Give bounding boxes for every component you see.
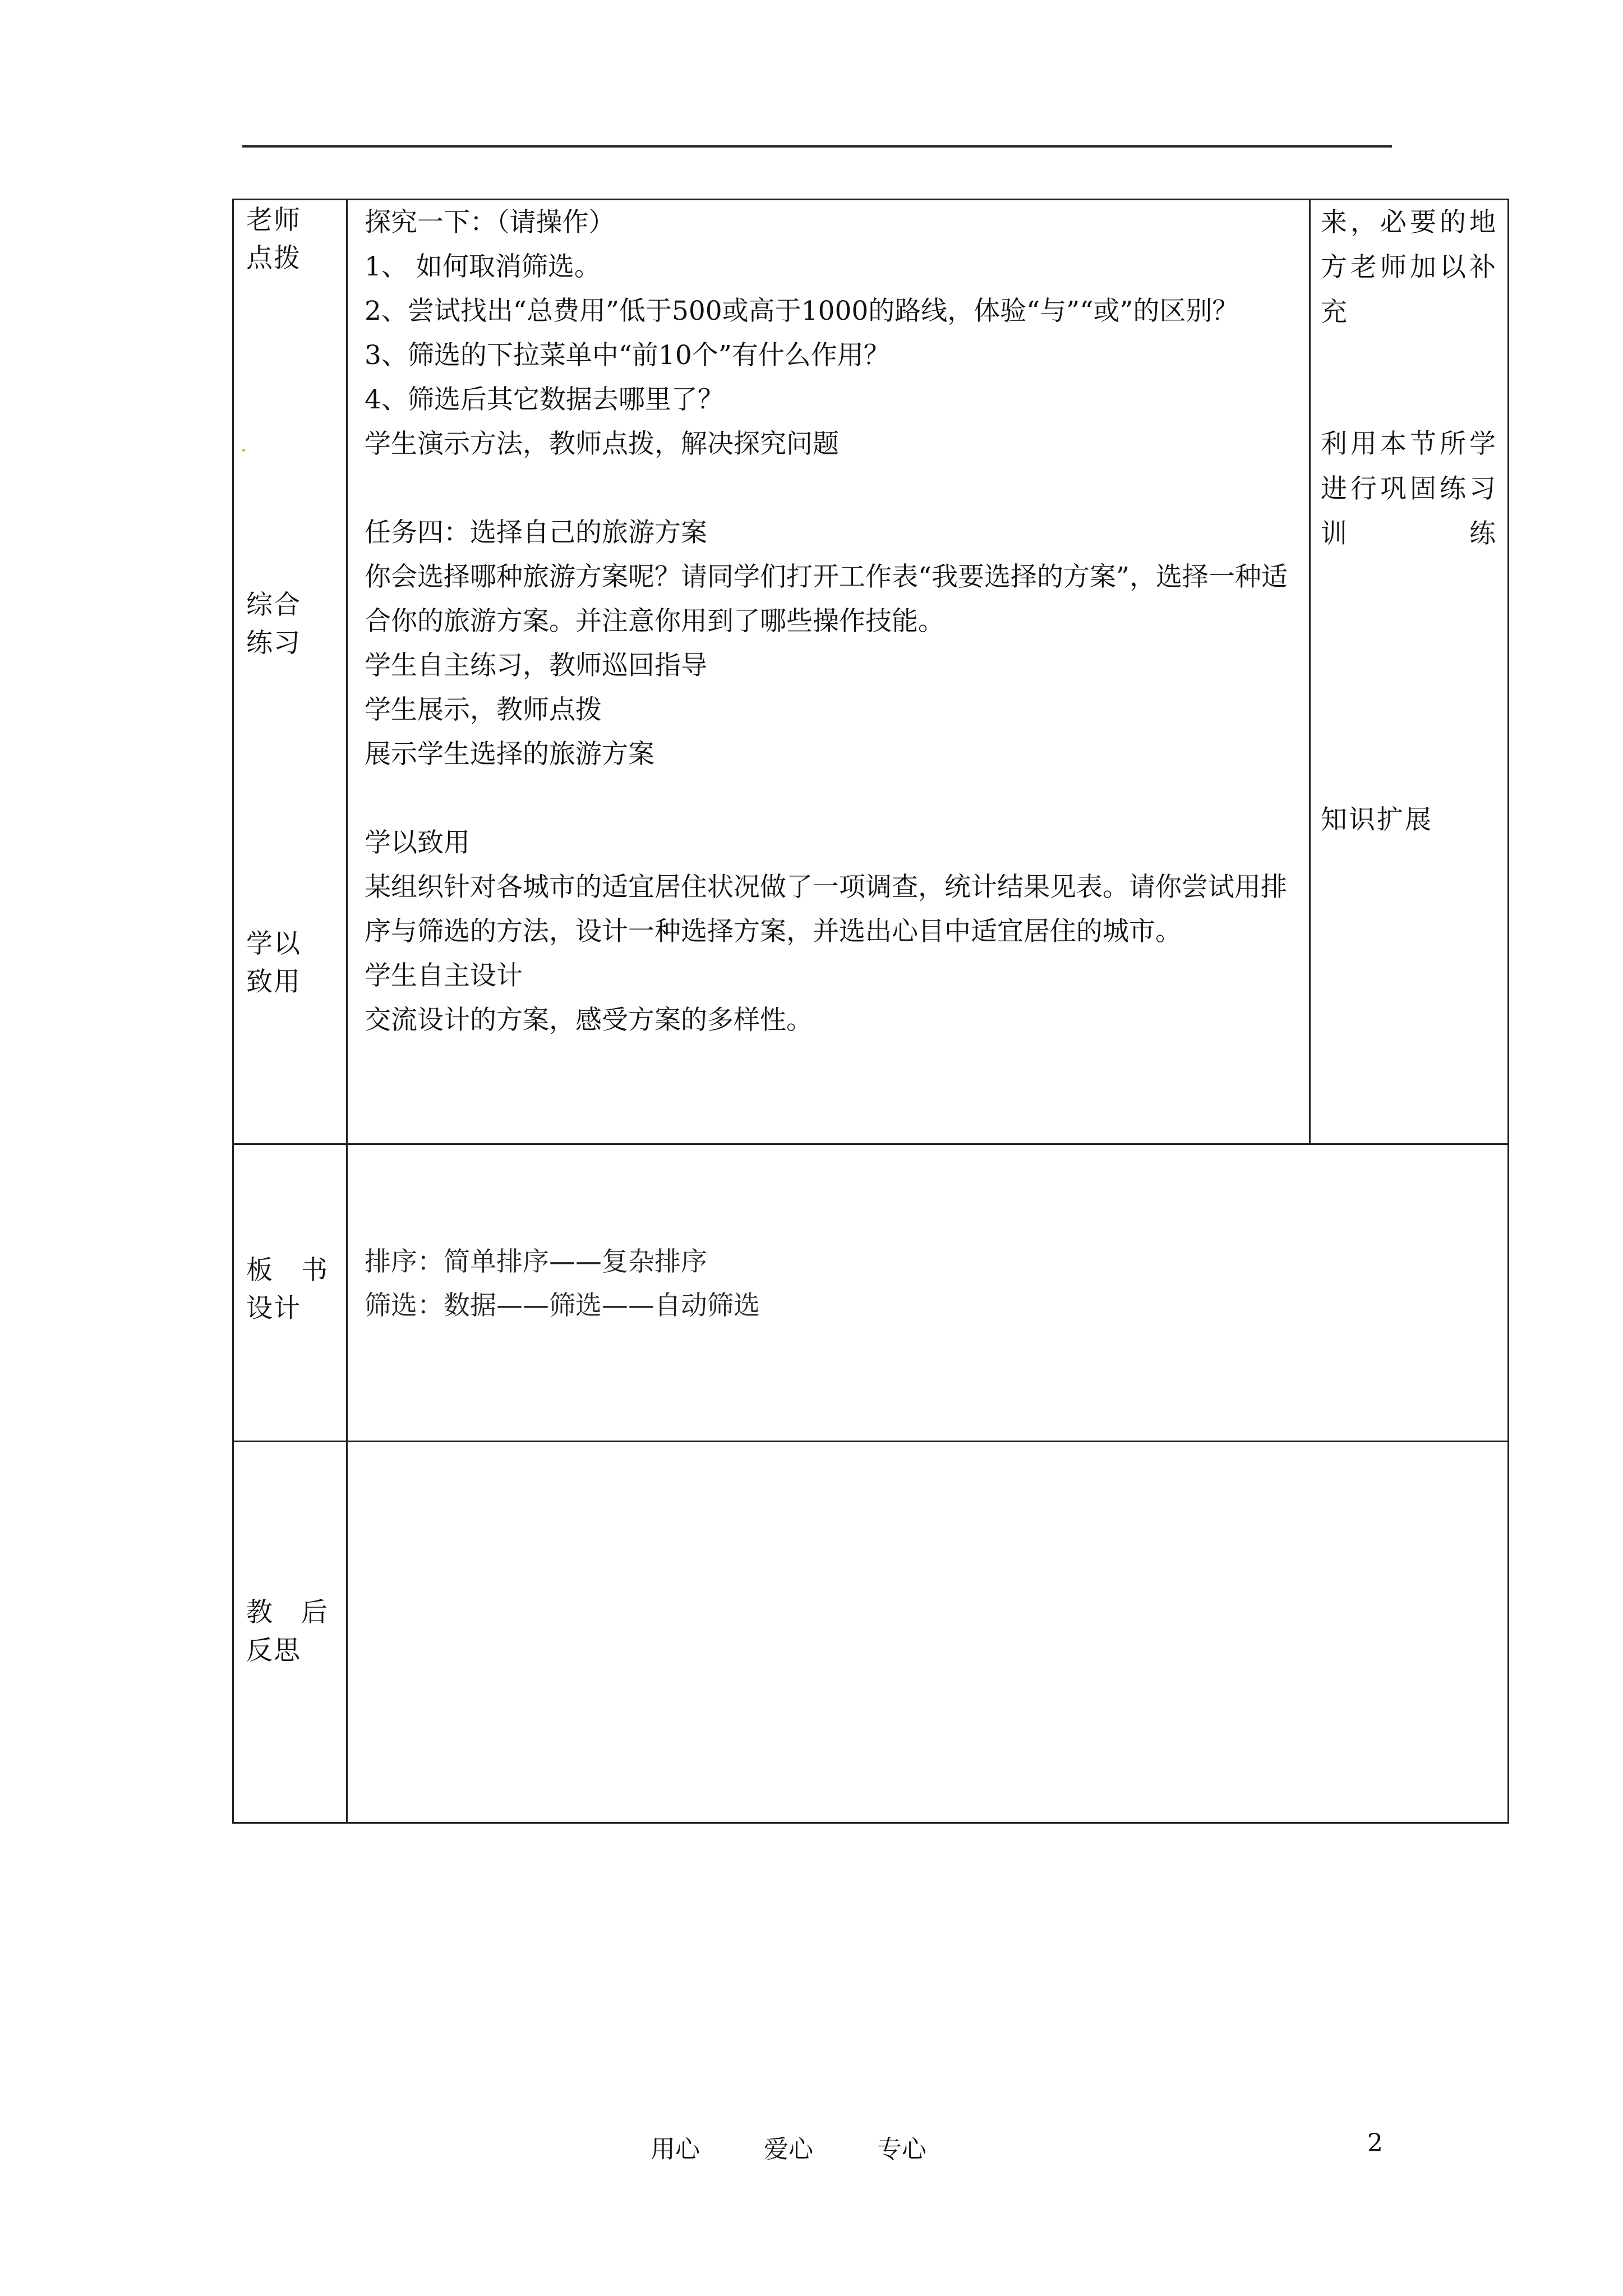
apply-line: 学生自主设计 [365,960,523,991]
content-text [365,200,1292,1042]
practice-line: 任务四：选择自己的旅游方案 [365,517,707,548]
reflection-row [233,1442,1509,1823]
board-content-cell [347,1144,1509,1442]
header-rule [242,145,1392,148]
teacher-guide-line: 4、筛选后其它数据去哪里了？ [365,384,724,415]
apply-label: 学以 致用 [246,928,301,997]
side-note-1: 来，必要的地方老师加以补充 [1321,207,1497,328]
board-line-filter: 筛选：数据——筛选——自动筛选 [365,1290,760,1321]
row-labels-cell [233,200,347,1144]
reflection-label-cell [233,1442,347,1823]
board-text [365,1240,760,1328]
board-design-row [233,1144,1509,1442]
practice-line: 学生展示，教师点拨 [365,694,602,725]
content-cell [347,200,1310,1144]
practice-label: 综合 练习 [246,590,301,659]
spacer [365,466,1292,510]
apply-line: 某组织针对各城市的适宜居住状况做了一项调查，统计结果见表。请你尝试用排序与筛选的方法，设计一种选择方案，并选出心目中适宜居住的城市。 [365,872,1287,947]
board-line-sort: 排序：简单排序——复杂排序 [365,1246,707,1277]
teacher-guide-line: 学生演示方法，教师点拨，解决探究问题 [365,429,839,459]
reflection-label: 教 后 反思 [246,1597,329,1666]
lesson-plan-table [232,199,1509,1824]
practice-line: 学生自主练习，教师巡回指导 [365,650,707,681]
page-number: 2 [1367,2129,1383,2157]
teaching-process-row [233,200,1509,1144]
teacher-guide-line: 3、筛选的下拉菜单中“前10个”有什么作用？ [365,340,890,371]
footer-slogan: 用心 爱心 专心 [651,2135,926,2164]
practice-line: 你会选择哪种旅游方案呢？请同学们打开工作表“我要选择的方案”，选择一种适合你的旅游方案。并注意你用到了哪些操作技能。 [365,562,1288,637]
board-label: 板 书 设计 [246,1255,329,1324]
reflection-content-cell [347,1442,1509,1823]
spacer [365,776,1292,821]
side-note-3: 知识扩展 [1321,804,1433,835]
side-note-2: 利用本节所学进行巩固练习训练 [1321,429,1497,549]
apply-line: 学以致用 [365,827,470,858]
notes-cell [1310,200,1509,1144]
teacher-guide-line: 2、尝试找出“总费用”低于500或高于1000的路线，体验“与”“或”的区别？ [365,296,1239,326]
apply-line: 交流设计的方案，感受方案的多样性。 [365,1005,813,1036]
teacher-guide-line: 1、 如何取消筛选。 [365,251,601,282]
teacher-guide-line: 探究一下：（请操作） [365,207,615,238]
board-label-cell [233,1144,347,1442]
teacher-guide-label: 老师 点拨 [246,205,301,274]
practice-line: 展示学生选择的旅游方案 [365,739,654,770]
